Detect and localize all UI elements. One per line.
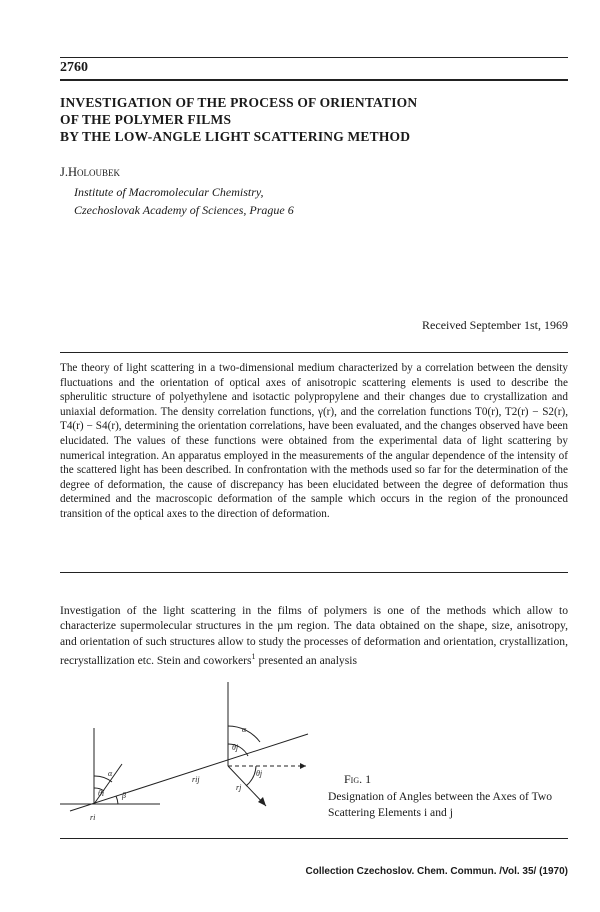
symbol-alpha-j: α — [242, 725, 247, 734]
intro-text-continued: presented an analysis — [255, 654, 357, 668]
figure-diagram — [60, 676, 330, 826]
author-name: J.Holoubek — [60, 165, 121, 179]
reference-marker: 1 — [251, 652, 256, 662]
affiliation-line: Czechoslovak Academy of Sciences, Prague 6 — [74, 203, 294, 217]
intro-paragraph — [60, 603, 568, 668]
intro-text: Investigation of the light scattering in the films of polymers is one of the methods which allow to characterize supermolecular structures in the µm region. The data obtained on the shape, size, anisotropy, and orientation of such structures allow to study the processes of deformation and orientation, crystallization, recrystallization etc. Stein and coworkers — [60, 604, 568, 668]
title-line: OF THE POLYMER FILMS — [60, 112, 232, 127]
received-date: Received September 1st, 1969 — [422, 318, 568, 332]
article-title — [60, 94, 560, 145]
symbol-theta-j-lower: θj — [256, 769, 263, 778]
symbol-r-j: rj — [236, 783, 242, 792]
page-number: 2760 — [60, 60, 88, 75]
symbol-alpha-i: α — [108, 769, 113, 778]
footer-rule — [60, 838, 568, 839]
angle-arc-beta — [116, 796, 118, 804]
symbol-theta-i: θi — [98, 789, 105, 798]
arrowhead-horizontal — [300, 763, 306, 769]
symbol-beta: β — [122, 791, 126, 800]
connecting-line-rij — [70, 734, 308, 811]
symbol-r-ij: rij — [192, 775, 200, 784]
header-rule — [60, 79, 568, 81]
affiliation — [74, 183, 294, 219]
figure-caption: Designation of Angles between the Axes of Two Scattering Elements i and j — [328, 790, 553, 819]
symbol-theta-j: θj — [232, 743, 239, 752]
symbol-r-i: ri — [90, 813, 96, 822]
title-line: INVESTIGATION OF THE PROCESS OF ORIENTATION — [60, 95, 418, 110]
figure-label: Fig. 1 — [344, 772, 372, 786]
abstract-bottom-rule — [60, 572, 568, 573]
journal-footer: Collection Czechoslov. Chem. Commun. /Vol. 35/ (1970) — [305, 866, 568, 877]
title-line: BY THE LOW-ANGLE LIGHT SCATTERING METHOD — [60, 129, 411, 144]
top-rule — [60, 57, 568, 58]
abstract-text: The theory of light scattering in a two-dimensional medium characterized by a correlation between the density fluctuations and the orientation of optical axes of anisotropic scattering elements is used to describe the spherulitic structure of polyethylene and isotactic polypropylene and their changes due to crystallization and uniaxial deformation. The density correlation functions, γ(r), and the correlation functions T0(r), T2(r) − S2(r), T4(r) − S4(r), determining the orientation correlations, have been evaluated, and the changes observed have been elucidated. The values of these functions were obtained from the experimental data of light scattering by numerical integration. An apparatus employed in the measurements of the angular dependence of the intensity of the scattered light has been described. In confrontation with the methods used so far for the determination of the degree of deformation, the cause of discrepancy has been elucidated between the degree of deformation thus determined and the macroscopic deformation of the sample which occurs in the region of the pronounced transition of the optical axes to the direction of deformation. — [60, 362, 568, 520]
angle-arc-lower-j — [246, 766, 256, 786]
affiliation-line: Institute of Macromolecular Chemistry, — [74, 185, 264, 199]
abstract-top-rule — [60, 352, 568, 353]
